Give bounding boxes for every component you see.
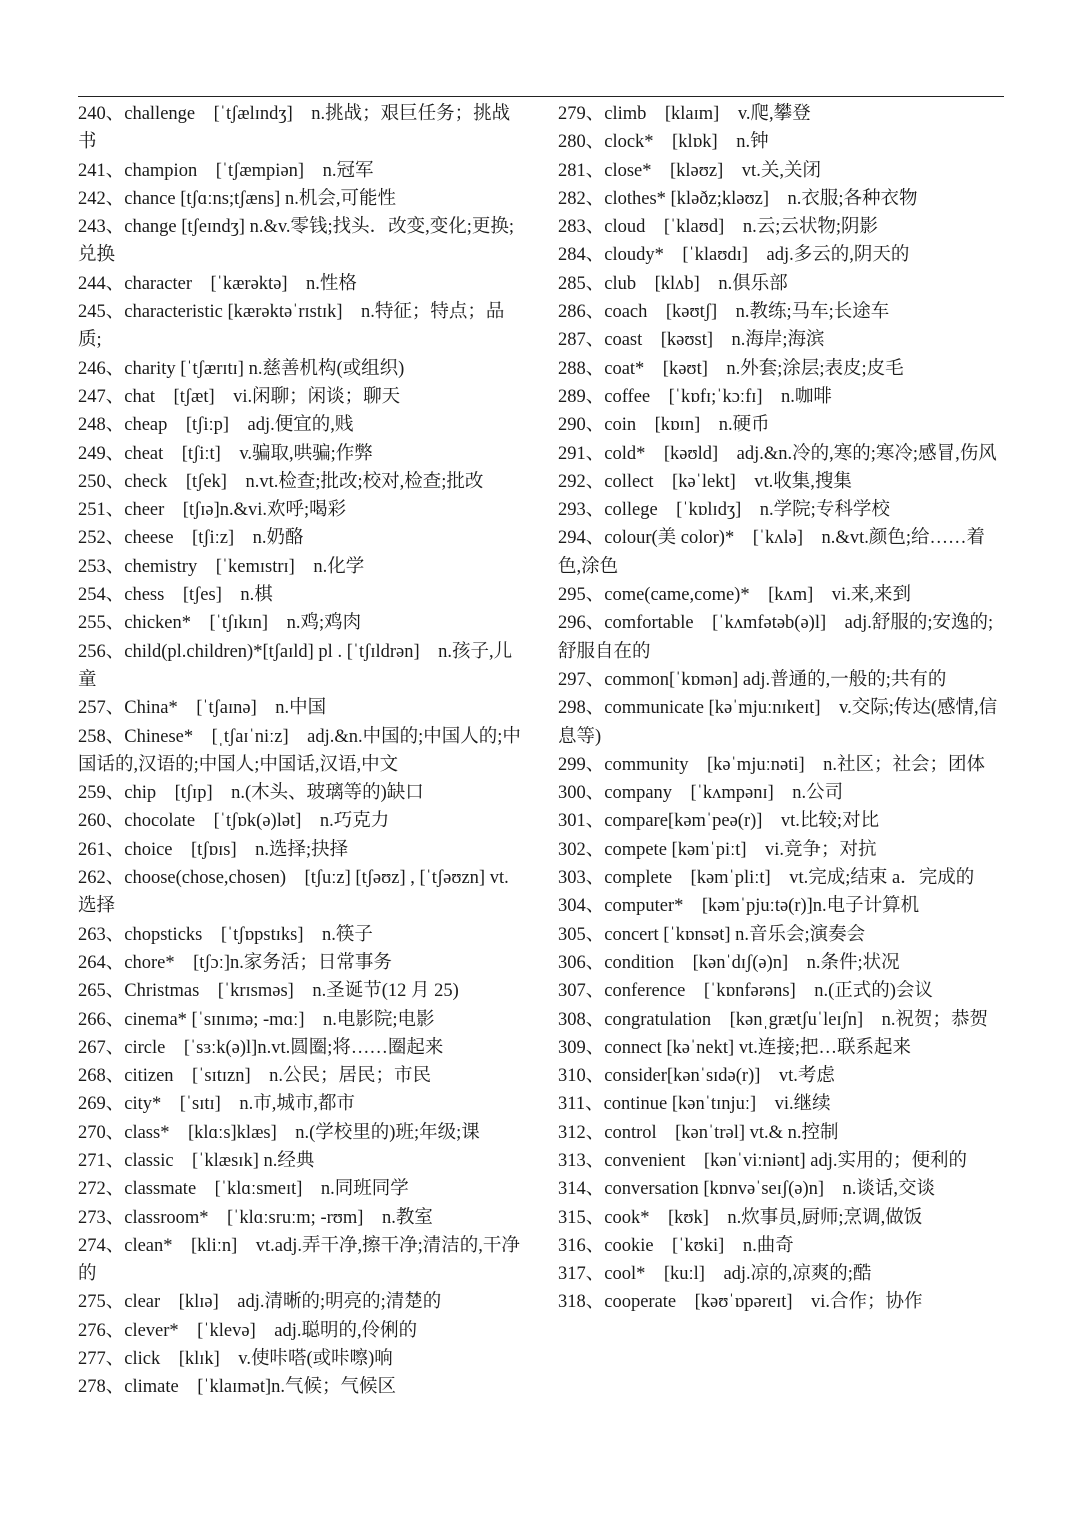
vocab-entry: 289、coffee [ˈkɒfɪ;ˈkɔːfɪ] n.咖啡 [558, 386, 832, 407]
vocab-entry: 279、climb [klaɪm] v.爬,攀登 [558, 104, 811, 124]
vocab-entry: 283、cloud [ˈklaʊd] n.云;云状物;阴影 [558, 217, 878, 238]
vocab-entry: 265、Christmas [ˈkrɪsməs] n.圣诞节(12 月 25) [78, 981, 459, 1002]
vocab-entry: 294、colour(美 color)* [ˈkʌlə] n.&vt.颜色;给……着色,涂色 [558, 528, 985, 577]
vocab-entry: 261、choice [tʃɒɪs] n.选择;抉择 [78, 839, 349, 860]
vocab-entry: 315、cook* [kʊk] n.炊事员,厨师;烹调,做饭 [558, 1207, 923, 1228]
vocab-entry: 273、classroom* [ˈklɑːsruːm; -rʊm] n.教室 [78, 1207, 433, 1228]
vocab-entry: 308、congratulation [kənˌgrætʃuˈleɪʃn] n.祝贺；恭贺 [558, 1009, 989, 1030]
vocab-entry: 288、coat* [kəʊt] n.外套;涂层;表皮;皮毛 [558, 358, 904, 379]
vocab-entry: 298、communicate [kəˈmjuːnɪkeɪt] v.交际;传达(感情,信息等) [558, 698, 998, 747]
vocab-entry: 311、continue [kənˈtɪnjuː] vi.继续 [558, 1094, 831, 1115]
vocab-entry: 258、Chinese* [ˌtʃaɪˈniːz] adj.&n.中国的;中国人的;中国话的,汉语的;中国人;中国话,汉语,中文 [78, 726, 521, 775]
vocab-entry: 268、citizen [ˈsɪtɪzn] n.公民；居民；市民 [78, 1066, 431, 1087]
vocab-entry: 305、concert [ˈkɒnsət] n.音乐会;演奏会 [558, 924, 866, 945]
vocab-entry: 256、child(pl.children)*[tʃaɪld] pl . [ˈtʃɪldrən] n.孩子,儿童 [78, 641, 513, 690]
vocab-entry: 282、clothes* [kləðz;kləʊz] n.衣服;各种衣物 [558, 188, 918, 209]
vocab-entry: 250、check [tʃek] n.vt.检查;批改;校对,检查;批改 [78, 471, 484, 492]
right-column [558, 100, 1004, 1317]
vocab-entry: 266、cinema* [ˈsɪnɪmə; -mɑː] n.电影院;电影 [78, 1009, 435, 1030]
vocab-entry: 280、clock* [klɒk] n.钟 [558, 132, 769, 153]
vocab-entry: 302、compete [kəmˈpiːt] vi.竞争；对抗 [558, 839, 877, 860]
vocab-entry: 281、close* [kləʊz] vt.关,关闭 [558, 160, 821, 181]
vocab-entry: 260、chocolate [ˈtʃɒk(ə)lət] n.巧克力 [78, 811, 390, 832]
vocab-entry: 245、characteristic [kærəktəˈrɪstɪk] n.特征；特点；品质; [78, 302, 505, 351]
vocab-entry: 244、character [ˈkærəktə] n.性格 [78, 273, 357, 294]
vocab-entry: 257、China* [ˈtʃaɪnə] n.中国 [78, 698, 327, 719]
vocab-entry: 271、classic [ˈklæsɪk] n.经典 [78, 1150, 315, 1171]
vocab-entry: 249、cheat [tʃiːt] v.骗取,哄骗;作弊 [78, 443, 373, 464]
vocab-entry: 248、cheap [tʃiːp] adj.便宜的,贱 [78, 415, 354, 436]
vocab-entry: 306、condition [kənˈdɪʃ(ə)n] n.条件;状况 [558, 952, 900, 973]
vocab-entry: 253、chemistry [ˈkemɪstrɪ] n.化学 [78, 556, 365, 577]
vocab-entry: 267、circle [ˈsɜːk(ə)l]n.vt.圆圈;将……圈起来 [78, 1037, 444, 1058]
vocab-entry: 241、champion [ˈtʃæmpiən] n.冠军 [78, 160, 374, 181]
vocab-entry: 296、comfortable [ˈkʌmfətəb(ə)l] adj.舒服的;安逸的;舒服自在的 [558, 613, 994, 662]
vocab-entry: 304、computer* [kəmˈpjuːtə(r)]n.电子计算机 [558, 896, 920, 917]
vocab-entry: 272、classmate [ˈklɑːsmeɪt] n.同班同学 [78, 1179, 409, 1200]
vocab-entry: 242、chance [tʃɑːns;tʃæns] n.机会,可能性 [78, 188, 396, 209]
vocab-entry: 254、chess [tʃes] n.棋 [78, 585, 273, 606]
vocab-entry: 286、coach [kəʊtʃ] n.教练;马车;长途车 [558, 302, 890, 323]
vocab-entry: 264、chore* [tʃɔː]n.家务活；日常事务 [78, 952, 392, 973]
vocab-entry: 277、click [klɪk] v.使咔嗒(或咔嚓)响 [78, 1349, 393, 1370]
vocab-entry: 300、company [ˈkʌmpənɪ] n.公司 [558, 783, 844, 804]
vocab-entry: 270、class* [klɑːs]klæs] n.(学校里的)班;年级;课 [78, 1122, 480, 1143]
vocab-entry: 278、climate [ˈklaɪmət]n.气候；气候区 [78, 1377, 397, 1398]
vocab-entry: 262、choose(chose,chosen) [tʃuːz] [tʃəʊz] , [ˈtʃəʊzn] vt. 选择 [78, 868, 509, 917]
vocab-entry: 285、club [klʌb] n.俱乐部 [558, 273, 788, 294]
vocab-entry: 303、complete [kəmˈpliːt] vt.完成;结束 a．完成的 [558, 868, 975, 889]
vocab-entry: 287、coast [kəʊst] n.海岸;海滨 [558, 330, 825, 351]
vocab-entry: 307、conference [ˈkɒnfərəns] n.(正式的)会议 [558, 981, 933, 1002]
vocab-entry: 312、control [kənˈtrəl] vt.& n.控制 [558, 1122, 839, 1143]
vocab-entry: 301、compare[kəmˈpeə(r)] vt.比较;对比 [558, 811, 880, 832]
vocab-entry: 252、cheese [tʃiːz] n.奶酪 [78, 528, 304, 549]
vocab-entry: 299、community [kəˈmjuːnəti] n.社区；社会；团体 [558, 754, 986, 775]
vocab-entry: 290、coin [kɒɪn] n.硬币 [558, 415, 770, 436]
vocab-entry: 240、challenge [ˈtʃælɪndʒ] n.挑战；艰巨任务；挑战书 [78, 104, 511, 153]
vocab-entry: 310、consider[kənˈsɪdə(r)] vt.考虑 [558, 1066, 835, 1087]
vocab-entry: 318、cooperate [kəʊˈɒpəreɪt] vi.合作；协作 [558, 1292, 923, 1313]
vocab-entry: 247、chat [tʃæt] vi.闲聊；闲谈；聊天 [78, 386, 401, 407]
vocab-entry: 263、chopsticks [ˈtʃɒpstɪks] n.筷子 [78, 924, 373, 945]
vocab-entry: 316、cookie [ˈkʊki] n.曲奇 [558, 1235, 794, 1256]
vocab-entry: 246、charity [ˈtʃærɪtɪ] n.慈善机构(或组织) [78, 358, 405, 379]
vocab-entry: 291、cold* [kəʊld] adj.&n.冷的,寒的;寒冷;感冒,伤风 [558, 443, 997, 464]
vocab-entry: 292、collect [kəˈlekt] vt.收集,搜集 [558, 471, 852, 492]
vocab-entry: 317、cool* [kuːl] adj.凉的,凉爽的;酷 [558, 1264, 872, 1285]
vocab-entry: 293、college [ˈkɒlɪdʒ] n.学院;专科学校 [558, 500, 890, 521]
vocab-entry: 309、connect [kəˈnekt] vt.连接;把…联系起来 [558, 1037, 911, 1058]
left-column [78, 100, 524, 1402]
vocab-entry: 276、clever* [ˈklevə] adj.聪明的,伶俐的 [78, 1320, 418, 1341]
vocab-entry: 295、come(came,come)* [kʌm] vi.来,来到 [558, 585, 911, 606]
vocab-entry: 314、conversation [kɒnvəˈseɪʃ(ə)n] n.谈话,交谈 [558, 1179, 936, 1200]
vocab-entry: 275、clear [klɪə] adj.清晰的;明亮的;清楚的 [78, 1292, 442, 1313]
vocab-entry: 313、convenient [kənˈviːniənt] adj.实用的；便利的 [558, 1150, 967, 1171]
vocab-entry: 243、change [tʃeɪndʒ] n.&v.零钱;找头．改变,变化;更换;兑换 [78, 217, 515, 266]
top-rule [78, 96, 1004, 97]
vocab-entry: 259、chip [tʃɪp] n.(木头、玻璃等的)缺口 [78, 783, 424, 804]
vocab-entry: 251、cheer [tʃɪə]n.&vi.欢呼;喝彩 [78, 500, 347, 521]
vocab-entry: 269、city* [ˈsɪtɪ] n.市,城市,都市 [78, 1094, 355, 1115]
vocab-entry: 255、chicken* [ˈtʃɪkɪn] n.鸡;鸡肉 [78, 613, 362, 634]
vocab-entry: 284、cloudy* [ˈklaʊdɪ] adj.多云的,阴天的 [558, 245, 910, 266]
vocab-entry: 297、common[ˈkɒmən] adj.普通的,一般的;共有的 [558, 669, 947, 690]
vocab-entry: 274、clean* [kliːn] vt.adj.弄干净,擦干净;清洁的,干净的 [78, 1235, 520, 1285]
